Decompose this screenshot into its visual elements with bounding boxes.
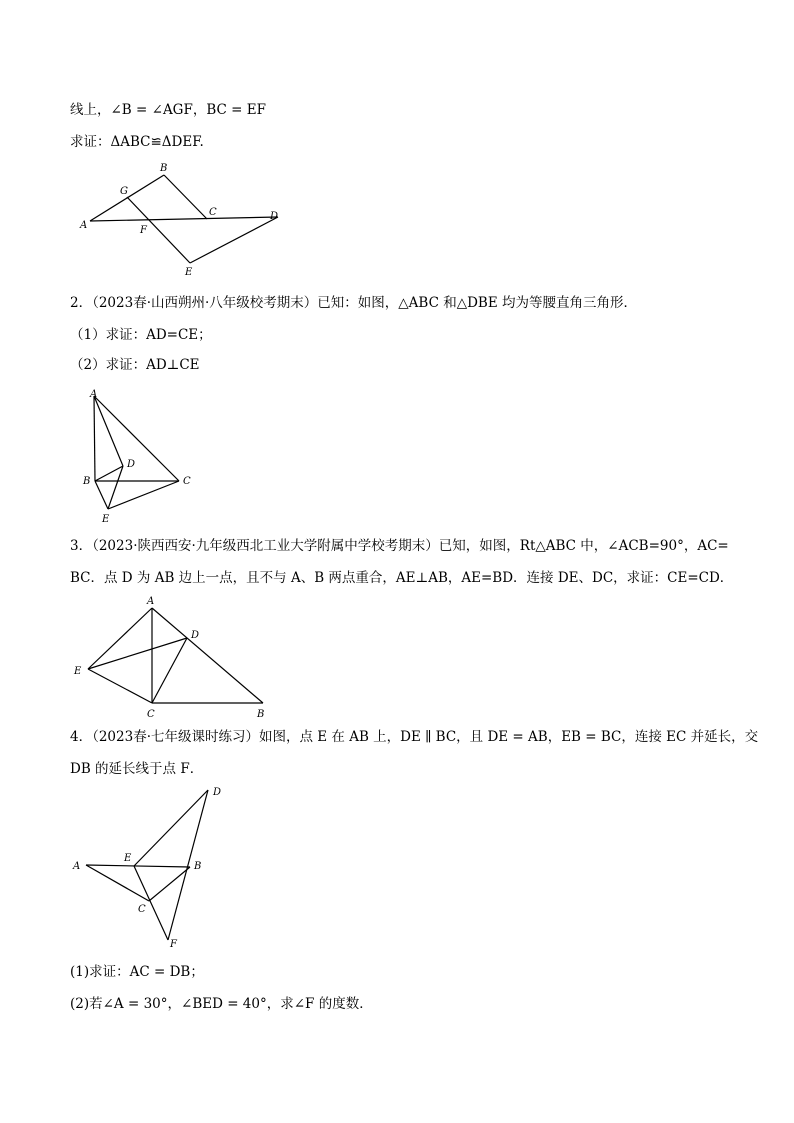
p1-label-E: E (185, 267, 193, 278)
p4-seg-ED (134, 790, 208, 866)
p4-seg-AB (86, 865, 190, 867)
p1-label-B: B (160, 163, 168, 174)
p1-label-G: G (120, 186, 128, 197)
p1-label-D: D (270, 211, 279, 222)
p4-seg-AC (86, 865, 149, 901)
p2-label-D: D (127, 459, 136, 470)
p4-line1: 4．（2023春·七年级课时练习）如图，点 E 在 AB 上，DE ∥ BC，且 DE = AB，EB = BC，连接 EC 并延长，交 (70, 729, 759, 745)
p4-label-D: D (213, 787, 222, 798)
p3-line2: BC．点 D 为 AB 边上一点，且不与 A、B 两点重合，AE⊥AB，AE=BD．连接 DE、DC，求证：CE=CD． (70, 570, 734, 586)
p2-label-A: A (90, 389, 98, 400)
p4-seg-DF (168, 790, 208, 940)
p2-q1: （1）求证：AD=CE； (70, 327, 212, 343)
p3-label-B: B (257, 709, 265, 720)
p1-label-F: F (140, 225, 147, 236)
p4-label-E: E (124, 853, 132, 864)
p4-label-A: A (73, 861, 81, 872)
p2-stem: 2．（2023春·山西朔州·八年级校考期末）已知：如图，△ABC 和△DBE 均为等腰直角三角形． (70, 295, 637, 311)
p1-line2: 求证：ΔABC≌ΔDEF. (70, 134, 204, 150)
p4-seg-EF (134, 866, 168, 940)
p4-q1: (1)求证：AC = DB； (70, 964, 204, 980)
p4-q2: (2)若∠A = 30°，∠BED = 40°，求∠F 的度数． (70, 996, 373, 1012)
p4-label-B: B (194, 861, 202, 872)
p2-label-C: C (183, 476, 191, 487)
p4-label-F: F (170, 939, 177, 950)
p2-label-E: E (102, 514, 110, 525)
p4-line2: DB 的延长线于点 F． (70, 761, 204, 777)
p1-label-A: A (80, 220, 88, 231)
p1-line1: 线上，∠B = ∠AGF，BC = EF (70, 102, 266, 118)
p2-q2: （2）求证：AD⊥CE (70, 357, 200, 373)
p3-label-D: D (191, 630, 200, 641)
p2-label-B: B (83, 476, 91, 487)
p4-label-C: C (138, 904, 146, 915)
p3-line1: 3．（2023·陕西西安·九年级西北工业大学附属中学校考期末）已知，如图，Rt△ABC 中，∠ACB=90°，AC= (70, 538, 729, 554)
p1-label-C: C (209, 207, 217, 218)
p3-label-C: C (147, 709, 155, 720)
p4-seg-BC (149, 867, 190, 901)
p3-label-A: A (147, 596, 155, 607)
p3-label-E: E (74, 666, 82, 677)
